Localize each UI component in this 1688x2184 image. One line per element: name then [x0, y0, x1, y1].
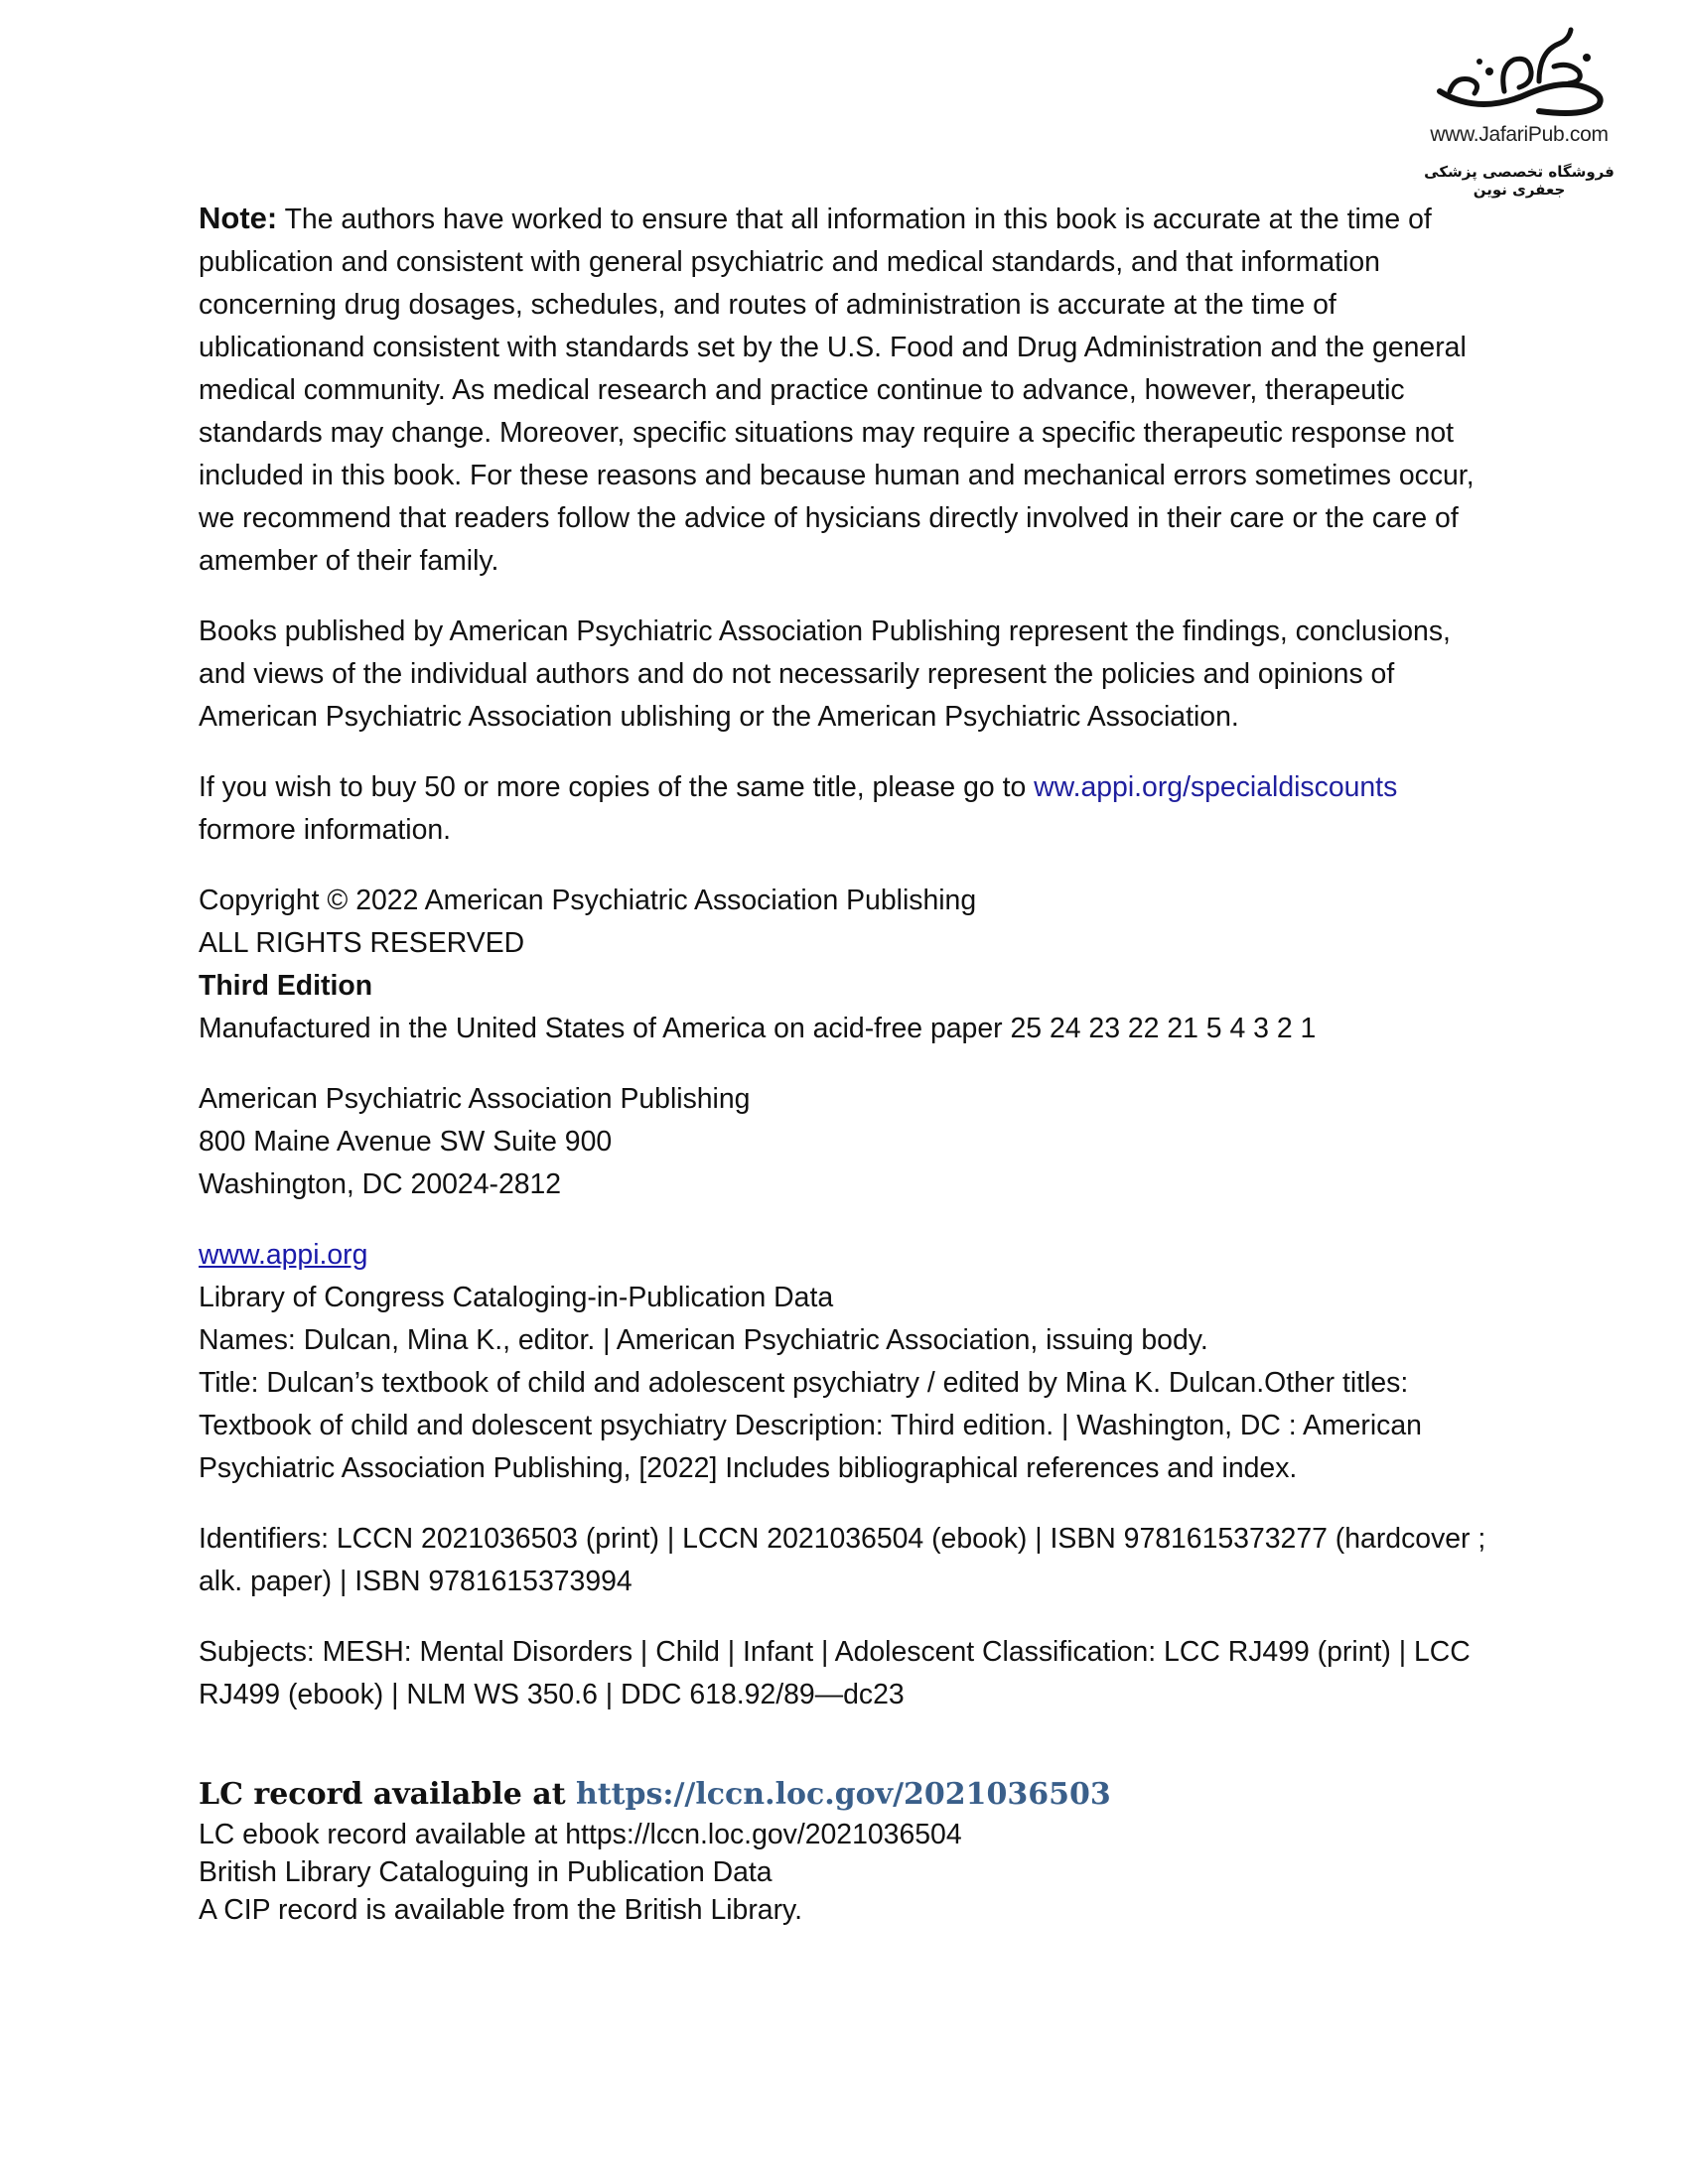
lc-record-link[interactable]: https://lccn.loc.gov/2021036503: [576, 1777, 1111, 1812]
note-paragraph: [199, 197, 1489, 583]
discounts-text: If you wish to buy 50 or more copies of the same title, please go to: [199, 771, 1035, 803]
copyright-line: Copyright © 2022 American Psychiatric Association Publishing: [199, 885, 977, 916]
discounts-paragraph: [199, 766, 1489, 852]
copyright-page-content: [199, 197, 1489, 1929]
logo-tagline: فروشگاه تخصصی پزشکی جعفری نوین: [1424, 163, 1615, 199]
note-text: The authors have worked to ensure that all information in this book is accurate at the time of publication and consistent with general psychiatric and medical standards, and that information concerning drug dosages, schedules, and routes of administration is accurate at the time of ublicationand consistent with standards set by the U.S. Food and Drug Administration and the general medical community. As medical research and practice continue to advance, however, therapeutic standards may change. Moreover, specific situations may require a specific therapeutic response not included in this book. For these reasons and because human and mechanical errors sometimes occur, we recommend that readers follow the advice of hysicians directly involved in their care or the care of amember of their family.: [199, 204, 1475, 577]
publisher-name: American Psychiatric Association Publishing: [199, 1083, 751, 1115]
british-library-heading: British Library Cataloguing in Publication Data: [199, 1856, 773, 1888]
lc-record-line: [199, 1774, 1489, 1816]
edition: Third Edition: [199, 970, 373, 1002]
special-discounts-link[interactable]: ww.appi.org/specialdiscounts: [1034, 771, 1398, 803]
cip-names: Names: Dulcan, Mina K., editor. | American Psychiatric Association, issuing body.: [199, 1324, 1208, 1356]
discounts-text-after: formore information.: [199, 814, 452, 846]
lc-ebook-record: LC ebook record available at https://lccn.loc.gov/2021036504: [199, 1819, 962, 1850]
cip-record-note: A CIP record is available from the British Library.: [199, 1894, 803, 1926]
appi-website-link[interactable]: www.appi.org: [199, 1239, 368, 1271]
lc-record-label: LC record available at: [199, 1777, 576, 1812]
rights-reserved: ALL RIGHTS RESERVED: [199, 927, 525, 959]
loc-cip-heading: Library of Congress Cataloging-in-Publication Data: [199, 1282, 834, 1313]
cip-subjects: Subjects: MESH: Mental Disorders | Child | Infant | Adolescent Classification: LCC RJ499 (print) | LCC RJ499 (ebook) | NLM WS 350.6 | DDC 618.92/89—dc23: [199, 1636, 1471, 1710]
disclaimer-paragraph: Books published by American Psychiatric Association Publishing represent the findings, conclusions, and views of the individual authors and do not necessarily represent the policies and opinions of American Psychiatric Association ublishing or the American Psychiatric Association.: [199, 615, 1451, 733]
lc-records-block: [199, 1774, 1489, 1929]
publisher-logo: [1400, 22, 1638, 199]
logo-url[interactable]: www.JafariPub.com: [1430, 123, 1609, 146]
publisher-city: Washington, DC 20024-2812: [199, 1168, 562, 1200]
cip-title: Title: Dulcan’s textbook of child and adolescent psychiatry / edited by Mina K. Dulcan.Other titles: Textbook of child and dolescent psychiatry Description: Third edition. | Washington, DC : American Psychiatric Association Publishing, [2022] Includes bibliographical references and index.: [199, 1367, 1422, 1484]
cip-identifiers: Identifiers: LCCN 2021036503 (print) | LCCN 2021036504 (ebook) | ISBN 9781615373277 (hardcover ; alk. paper) | ISBN 9781615373994: [199, 1523, 1486, 1597]
jafaripub-logo-icon: [1420, 22, 1618, 121]
publisher-street: 800 Maine Avenue SW Suite 900: [199, 1126, 613, 1158]
note-label: Note:: [199, 201, 278, 235]
manufactured-line: Manufactured in the United States of America on acid-free paper 25 24 23 22 21 5 4 3 2 1: [199, 1013, 1317, 1044]
